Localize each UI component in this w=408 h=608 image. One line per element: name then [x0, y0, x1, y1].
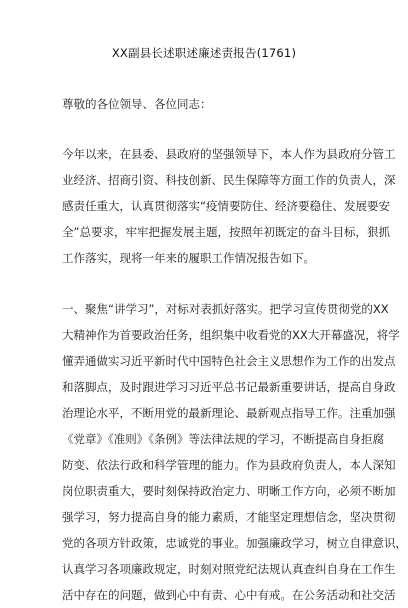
- paragraph-line: 大精神作为首要政治任务，组织集中收看党的XX大开幕盛况，将学: [62, 328, 400, 342]
- paragraph-line: 懂弄通做实习近平新时代中国特色社会主义思想作为工作的出发点: [62, 354, 396, 368]
- paragraph-line: 感责任重大，认真贯彻落实“疫情要防住、经济要稳住、发展要安: [62, 199, 390, 213]
- document-title: XX副县长述职述廉述责报告(1761): [111, 46, 297, 60]
- section-1-paragraph: [62, 296, 407, 608]
- intro-paragraph: [62, 141, 396, 271]
- paragraph-line: 工作落实，现将一年来的履职工作情况报告如下。: [62, 251, 315, 265]
- paragraph-line: 活中存在的问题，做到心中有责、心中有戒。在公务活动和社交活: [62, 588, 396, 602]
- paragraph-line: 强学习，努力提高自身的能力素质，才能坚定理想信念，坚决贯彻: [62, 510, 396, 524]
- paragraph-line: 《党章》《准则》《条例》等法律法规的学习，不断提高自身拒腐: [62, 432, 384, 446]
- paragraph-line: 全”总要求，牢牢把握发展主题，按照年初既定的奋斗目标，狠抓: [62, 225, 390, 239]
- paragraph-line: 和落脚点，及时跟进学习习近平总书记最新重要讲话，提高自身政: [62, 380, 396, 394]
- salutation: 尊敬的各位领导、各位同志：: [62, 97, 212, 111]
- paragraph-line: 党的各项方针政策，忠诚党的事业。加强廉政学习，树立自律意识，: [62, 536, 407, 550]
- paragraph-line: 业经济、招商引资、科技创新、民生保障等方面工作的负责人，深: [62, 173, 396, 187]
- paragraph-line: 治理论水平，不断用党的最新理论、最新观点指导工作。注重加强: [62, 406, 396, 420]
- paragraph-line: 防变、依法行政和科学管理的能力。作为县政府负责人，本人深知: [62, 458, 396, 472]
- paragraph-line: 认真学习各项廉政规定，时刻对照党纪法规认真查纠自身在工作生: [62, 562, 396, 576]
- paragraph-line: 一、聚焦“讲学习”，对标对表抓好落实。把学习宣传贯彻党的XX: [62, 302, 389, 316]
- paragraph-line: 今年以来，在县委、县政府的坚强领导下，本人作为县政府分管工: [62, 147, 396, 161]
- paragraph-line: 岗位职责重大，要时刻保持政治定力、明晰工作方向，必须不断加: [62, 484, 396, 498]
